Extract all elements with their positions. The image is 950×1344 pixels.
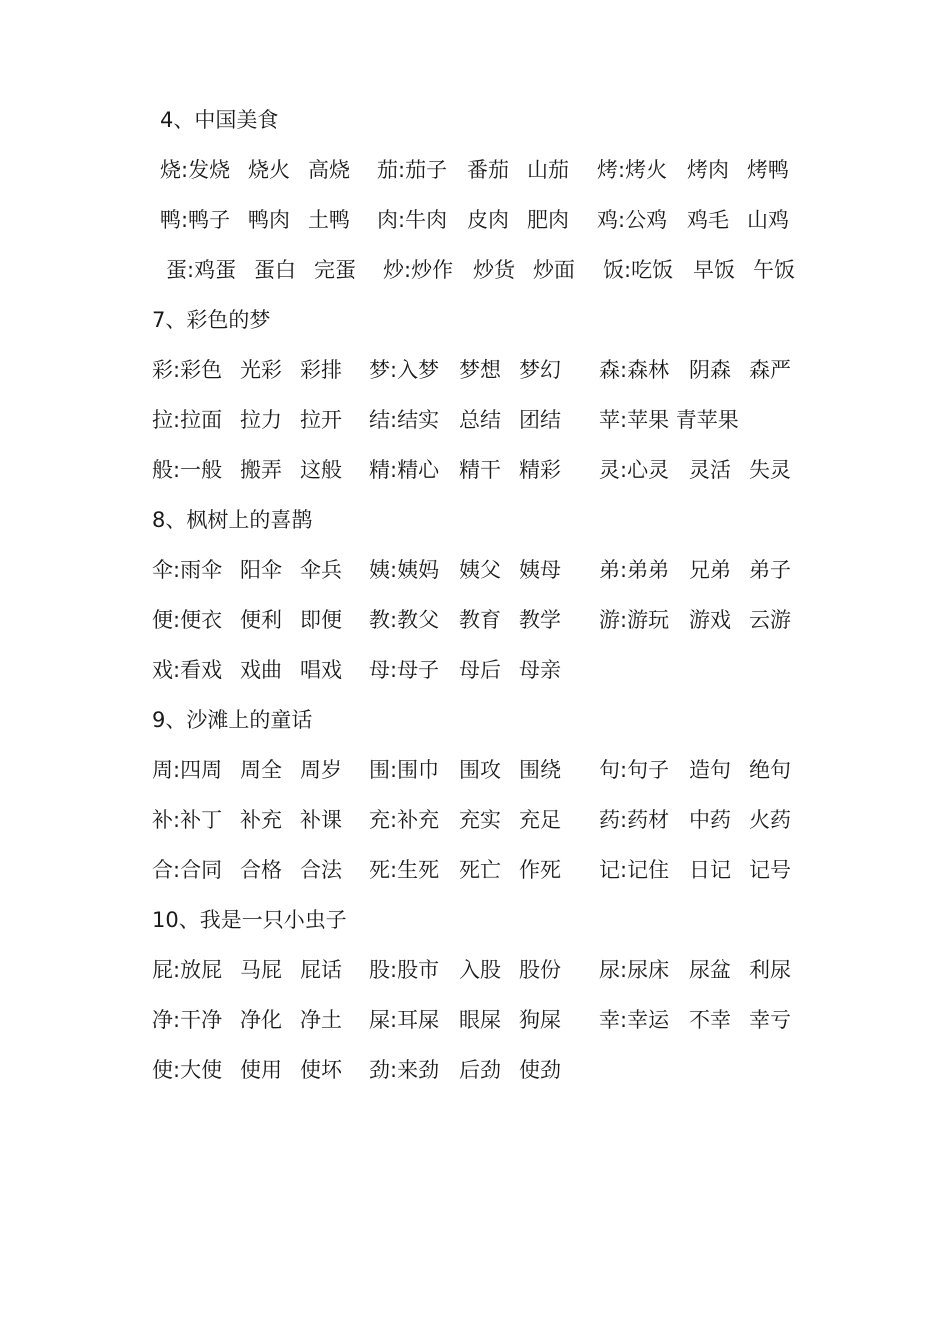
vocab-word: 周岁 (300, 758, 342, 782)
vocab-word: 股份 (519, 958, 561, 982)
vocab-word: 合格 (240, 858, 282, 882)
vocab-word: 完蛋 (314, 258, 356, 282)
vocab-word: 肉:牛肉 (377, 208, 448, 232)
vocab-word: 周全 (240, 758, 282, 782)
vocab-word: 尿盆 (689, 958, 731, 982)
vocab-word: 山茄 (527, 158, 569, 182)
vocab-word: 入股 (459, 958, 501, 982)
lesson-heading (152, 900, 347, 940)
vocab-word: 周:四周 (152, 758, 223, 782)
vocab-word: 弟子 (749, 558, 791, 582)
vocab-word: 阴森 (689, 358, 731, 382)
vocab-word: 围:围巾 (369, 758, 440, 782)
vocab-word: 造句 (689, 758, 731, 782)
vocab-word: 母亲 (519, 658, 561, 682)
vocab-word: 教学 (519, 608, 561, 632)
vocab-word: 番茄 (467, 158, 509, 182)
lesson-heading-text: 10、我是一只小虫子 (152, 908, 347, 932)
vocab-word: 母后 (459, 658, 501, 682)
vocab-word: 教:教父 (369, 608, 440, 632)
vocab-word: 教育 (459, 608, 501, 632)
vocab-word: 补充 (240, 808, 282, 832)
vocab-word: 茄:茄子 (377, 158, 448, 182)
vocab-word: 彩:彩色 (152, 358, 223, 382)
vocab-word: 屁:放屁 (152, 958, 223, 982)
vocab-word: 幸亏 (749, 1008, 791, 1032)
vocab-word: 炒面 (533, 258, 575, 282)
vocab-word: 土鸭 (308, 208, 350, 232)
lesson-heading (152, 700, 312, 740)
vocab-word: 记:记住 (599, 858, 670, 882)
vocab-word: 般:一般 (152, 458, 223, 482)
vocab-word: 马屁 (240, 958, 282, 982)
vocab-word: 森严 (749, 358, 791, 382)
vocab-word: 游:游玩 (599, 608, 670, 632)
vocab-word: 合:合同 (152, 858, 223, 882)
vocab-word: 梦幻 (519, 358, 561, 382)
vocab-word: 早饭 (693, 258, 735, 282)
vocab-word: 失灵 (749, 458, 791, 482)
vocab-word: 皮肉 (467, 208, 509, 232)
vocab-word: 蛋白 (254, 258, 296, 282)
vocab-word: 弟:弟弟 (599, 558, 670, 582)
vocab-word: 充:补充 (369, 808, 440, 832)
vocab-word: 烤肉 (687, 158, 729, 182)
vocab-word: 净:干净 (152, 1008, 223, 1032)
vocab-word: 森:森林 (599, 358, 670, 382)
vocab-word: 烤:烤火 (597, 158, 668, 182)
lesson-heading-text: 8、枫树上的喜鹊 (152, 508, 313, 532)
vocab-word: 结:结实 (369, 408, 440, 432)
vocab-word: 便利 (240, 608, 282, 632)
vocab-word: 使劲 (519, 1058, 561, 1082)
lesson-heading (152, 500, 312, 540)
lesson-heading-text: 9、沙滩上的童话 (152, 708, 313, 732)
vocab-word: 补:补丁 (152, 808, 223, 832)
vocab-word: 充足 (519, 808, 561, 832)
vocab-word: 灵:心灵 (599, 458, 670, 482)
vocab-word: 狗屎 (519, 1008, 561, 1032)
vocab-word: 利尿 (749, 958, 791, 982)
vocab-word: 梦:入梦 (369, 358, 440, 382)
vocab-word: 烧:发烧 (160, 158, 231, 182)
vocab-word: 不幸 (689, 1008, 731, 1032)
vocab-word: 使:大使 (152, 1058, 223, 1082)
vocab-word: 戏:看戏 (152, 658, 223, 682)
vocab-word: 作死 (519, 858, 561, 882)
vocab-word: 伞兵 (300, 558, 342, 582)
vocab-word: 梦想 (459, 358, 501, 382)
vocab-word: 唱戏 (300, 658, 342, 682)
vocab-word: 烤鸭 (747, 158, 789, 182)
vocab-word: 炒:炒作 (383, 258, 454, 282)
vocab-word: 姨:姨妈 (369, 558, 440, 582)
vocab-word: 拉:拉面 (152, 408, 223, 432)
vocab-word: 饭:吃饭 (603, 258, 674, 282)
vocab-word: 死亡 (459, 858, 501, 882)
vocab-word: 使用 (240, 1058, 282, 1082)
vocab-word: 鸭:鸭子 (160, 208, 231, 232)
vocab-word: 即便 (300, 608, 342, 632)
vocab-word: 后劲 (459, 1058, 501, 1082)
vocab-word: 药:药材 (599, 808, 670, 832)
vocab-word: 日记 (689, 858, 731, 882)
vocab-word: 姨母 (519, 558, 561, 582)
lesson-heading (152, 300, 270, 340)
vocab-word: 母:母子 (369, 658, 440, 682)
vocab-word: 光彩 (240, 358, 282, 382)
lesson-heading-text: 7、彩色的梦 (152, 308, 271, 332)
vocab-word: 伞:雨伞 (152, 558, 223, 582)
lesson-heading-text: 4、中国美食 (160, 108, 279, 132)
vocab-word: 彩排 (300, 358, 342, 382)
vocab-word: 劲:来劲 (369, 1058, 440, 1082)
vocab-word: 姨父 (459, 558, 501, 582)
vocab-word: 午饭 (753, 258, 795, 282)
vocab-word: 鸭肉 (248, 208, 290, 232)
vocab-word: 总结 (459, 408, 501, 432)
vocab-word: 山鸡 (747, 208, 789, 232)
vocab-word: 高烧 (308, 158, 350, 182)
vocab-word: 游戏 (689, 608, 731, 632)
vocab-word: 团结 (519, 408, 561, 432)
vocab-word: 拉力 (240, 408, 282, 432)
vocab-word: 拉开 (300, 408, 342, 432)
vocab-word: 屎:耳屎 (369, 1008, 440, 1032)
vocab-word: 净土 (300, 1008, 342, 1032)
vocab-word: 幸:幸运 (599, 1008, 670, 1032)
vocab-word: 句:句子 (599, 758, 670, 782)
vocab-word: 围攻 (459, 758, 501, 782)
vocab-word: 鸡:公鸡 (597, 208, 668, 232)
vocab-word: 兄弟 (689, 558, 731, 582)
vocab-word: 绝句 (749, 758, 791, 782)
vocab-word: 精:精心 (369, 458, 440, 482)
vocab-word: 苹:苹果 青苹果 (599, 408, 739, 432)
vocab-word: 精彩 (519, 458, 561, 482)
vocab-word: 肥肉 (527, 208, 569, 232)
vocab-word: 中药 (689, 808, 731, 832)
vocab-word: 记号 (749, 858, 791, 882)
vocab-word: 充实 (459, 808, 501, 832)
vocab-word: 精干 (459, 458, 501, 482)
vocab-word: 云游 (749, 608, 791, 632)
vocab-word: 死:生死 (369, 858, 440, 882)
vocab-word: 便:便衣 (152, 608, 223, 632)
vocab-word: 烧火 (248, 158, 290, 182)
vocab-word: 蛋:鸡蛋 (166, 258, 237, 282)
vocab-word: 火药 (749, 808, 791, 832)
vocab-word: 合法 (300, 858, 342, 882)
lesson-heading (160, 100, 278, 140)
vocab-word: 净化 (240, 1008, 282, 1032)
vocab-word: 搬弄 (240, 458, 282, 482)
vocab-word: 灵活 (689, 458, 731, 482)
vocab-word: 股:股市 (369, 958, 440, 982)
vocab-word: 戏曲 (240, 658, 282, 682)
vocab-word: 这般 (300, 458, 342, 482)
vocab-word: 屁话 (300, 958, 342, 982)
vocab-word: 眼屎 (459, 1008, 501, 1032)
vocab-word: 围绕 (519, 758, 561, 782)
vocab-word: 使坏 (300, 1058, 342, 1082)
vocab-word: 尿:尿床 (599, 958, 670, 982)
vocab-word: 鸡毛 (687, 208, 729, 232)
vocab-word: 补课 (300, 808, 342, 832)
vocab-word: 阳伞 (240, 558, 282, 582)
vocab-word: 炒货 (473, 258, 515, 282)
